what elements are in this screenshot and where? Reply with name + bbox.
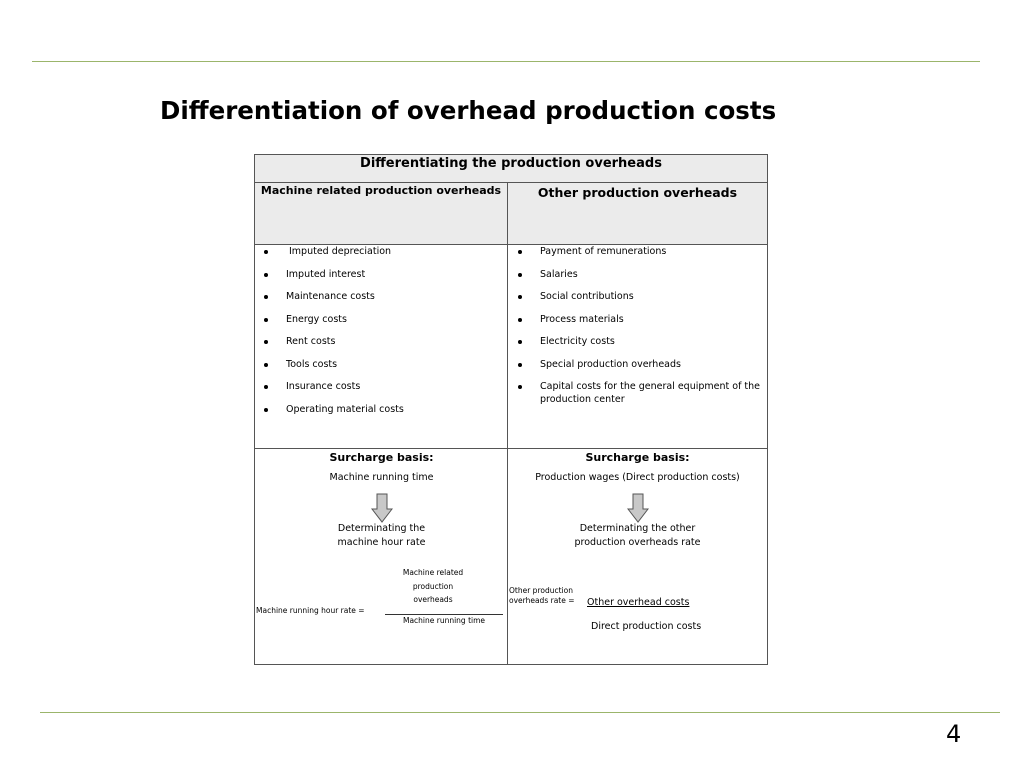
list-item: Imputed interest <box>255 268 507 291</box>
bullet-icon <box>264 250 268 254</box>
bullet-icon <box>264 385 268 389</box>
bullet-icon <box>264 318 268 322</box>
list-item: Imputed depreciation <box>255 245 507 268</box>
bullet-icon <box>518 363 522 367</box>
bullet-icon <box>518 385 522 389</box>
surcharge-basis: Production wages (Direct production costs) <box>535 472 740 483</box>
list-item: Tools costs <box>255 358 507 381</box>
list-item: Maintenance costs <box>255 290 507 313</box>
machine-related-list <box>255 245 507 425</box>
bullet-icon <box>518 318 522 322</box>
slide-title: Differentiation of overhead production costs <box>160 96 777 125</box>
list-item: Social contributions <box>508 290 767 313</box>
determinating-text: Determinating the machine hour rate <box>337 523 426 548</box>
list-item: Operating material costs <box>255 403 507 426</box>
machine-surcharge-cell <box>255 449 508 664</box>
determinating-text: Determinating the other production overheads rate <box>574 523 701 548</box>
surcharge-label: Surcharge basis: <box>329 451 434 464</box>
surcharge-basis: Machine running time <box>329 472 434 483</box>
list-item: Capital costs for the general equipment of the production center <box>508 380 767 408</box>
fraction-line <box>385 614 503 615</box>
down-arrow-icon <box>371 493 393 523</box>
top-divider <box>32 61 980 62</box>
bullet-icon <box>518 340 522 344</box>
list-item: Payment of remunerations <box>508 245 767 268</box>
bullet-icon <box>264 340 268 344</box>
bullet-icon <box>518 250 522 254</box>
bullet-icon <box>264 273 268 277</box>
other-overheads-list-cell <box>508 245 767 449</box>
list-item: Special production overheads <box>508 358 767 381</box>
formula-denominator: Machine running time <box>402 616 486 625</box>
bullet-icon <box>518 273 522 277</box>
formula-lhs: Machine running hour rate = <box>256 606 365 615</box>
bullet-icon <box>518 295 522 299</box>
list-item: Rent costs <box>255 335 507 358</box>
list-item: Process materials <box>508 313 767 336</box>
bullet-icon <box>264 295 268 299</box>
surcharge-label: Surcharge basis: <box>585 451 690 464</box>
formula-numerator: Machine related production overheads <box>402 568 464 604</box>
machine-related-list-cell <box>255 245 508 449</box>
overheads-table <box>254 154 768 665</box>
bullet-icon <box>264 363 268 367</box>
table-header: Differentiating the production overheads <box>255 155 767 183</box>
bullet-icon <box>264 408 268 412</box>
list-item: Energy costs <box>255 313 507 336</box>
bottom-divider <box>40 712 1000 713</box>
formula-denominator: Direct production costs <box>591 621 702 632</box>
list-item: Salaries <box>508 268 767 291</box>
list-item: Electricity costs <box>508 335 767 358</box>
machine-related-heading: Machine related production overheads <box>255 183 508 245</box>
other-surcharge-cell <box>508 449 767 664</box>
list-item: Insurance costs <box>255 380 507 403</box>
page-number: 4 <box>946 720 962 748</box>
formula-numerator: Other overhead costs <box>587 597 690 608</box>
other-overheads-list <box>508 245 767 408</box>
formula-lhs: Other production overheads rate = <box>509 586 575 605</box>
down-arrow-icon <box>627 493 649 523</box>
other-overheads-heading: Other production overheads <box>508 183 767 245</box>
